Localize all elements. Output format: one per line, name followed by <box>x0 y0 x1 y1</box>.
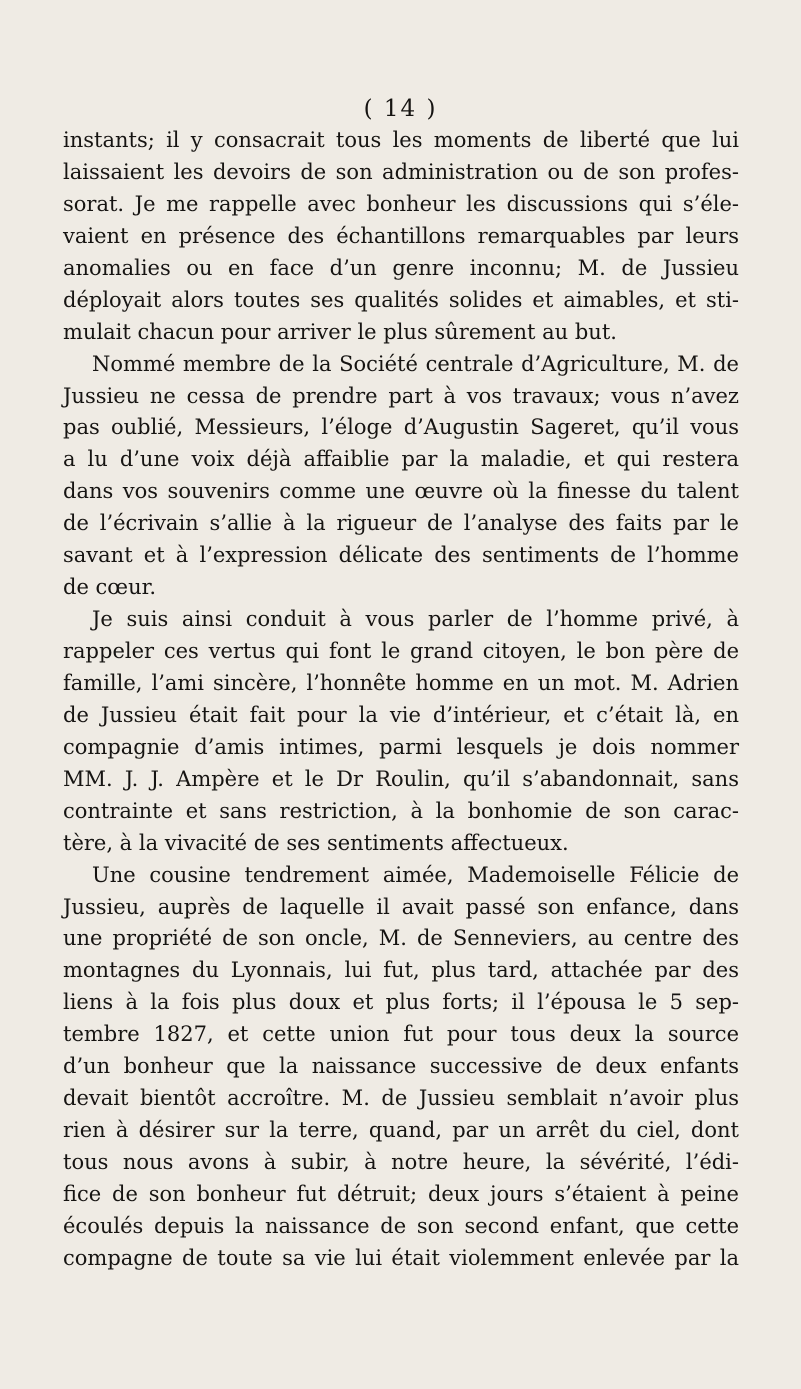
text-line: rien à désirer sur la terre, quand, par un arrêt du ciel, dont <box>63 1118 739 1143</box>
text-line: fice de son bonheur fut détruit; deux jours s’étaient à peine <box>63 1181 739 1206</box>
text-line: pas oublié, Messieurs, l’éloge d’Augustin Sageret, qu’il vous <box>63 415 739 440</box>
text-line: vaient en présence des échantillons remarquables par leurs <box>63 223 739 248</box>
text-line: contrainte et sans restriction, à la bonhomie de son carac- <box>63 798 739 823</box>
text-line: devait bientôt accroître. M. de Jussieu semblait n’avoir plus <box>63 1086 739 1111</box>
text-line: une propriété de son oncle, M. de Senneviers, au centre des <box>63 926 739 951</box>
body-text <box>63 125 739 1275</box>
text-line: de l’écrivain s’allie à la rigueur de l’analyse des faits par le <box>63 511 739 536</box>
text-line: de Jussieu était fait pour la vie d’intérieur, et c’était là, en <box>63 702 739 727</box>
text-line: écoulés depuis la naissance de son second enfant, que cette <box>63 1213 739 1238</box>
text-line: compagnie d’amis intimes, parmi lesquels je dois nommer <box>63 734 739 759</box>
text-line: tous nous avons à subir, à notre heure, la sévérité, l’édi- <box>63 1150 739 1174</box>
text-line: sorat. Je me rappelle avec bonheur les discussions qui s’éle- <box>63 191 739 216</box>
page-number: ( 14 ) <box>363 96 438 122</box>
text-line: famille, l’ami sincère, l’honnête homme en un mot. M. Adrien <box>63 670 739 695</box>
text-line: Jussieu ne cessa de prendre part à vos travaux; vous n’avez <box>63 383 739 408</box>
text-line: Jussieu, auprès de laquelle il avait passé son enfance, dans <box>63 894 739 919</box>
text-line: instants; il y consacrait tous les moments de liberté que lui <box>63 128 739 152</box>
text-line: a lu d’une voix déjà affaiblie par la maladie, et qui restera <box>63 447 739 472</box>
text-line: de cœur. <box>63 575 157 600</box>
text-line: Je suis ainsi conduit à vous parler de l’homme privé, à <box>92 607 739 632</box>
text-line: rappeler ces vertus qui font le grand citoyen, le bon père de <box>63 639 739 663</box>
text-line: montagnes du Lyonnais, lui fut, plus tard, attachée par des <box>63 958 739 983</box>
text-line: compagne de toute sa vie lui était violemment enlevée par la <box>63 1245 739 1270</box>
text-line: laissaient les devoirs de son administration ou de son profes- <box>63 159 739 184</box>
text-line: liens à la fois plus doux et plus forts; il l’épousa le 5 sep- <box>63 990 739 1015</box>
text-line: anomalies ou en face d’un genre inconnu; M. de Jussieu <box>63 255 739 280</box>
text-line: savant et à l’expression délicate des sentiments de l’homme <box>63 543 739 568</box>
text-line: tembre 1827, et cette union fut pour tous deux la source <box>63 1022 739 1047</box>
text-line: d’un bonheur que la naissance successive de deux enfants <box>63 1054 739 1079</box>
text-line: dans vos souvenirs comme une œuvre où la finesse du talent <box>63 479 739 504</box>
text-line: tère, à la vivacité de ses sentiments affectueux. <box>63 830 569 855</box>
text-line: Nommé membre de la Société centrale d’Agriculture, M. de <box>92 351 739 376</box>
text-line: mulait chacun pour arriver le plus sûrement au but. <box>63 319 617 344</box>
text-line: MM. J. J. Ampère et le Dr Roulin, qu’il s’abandonnait, sans <box>63 766 739 791</box>
text-line: déployait alors toutes ses qualités solides et aimables, et sti- <box>63 287 739 312</box>
text-line: Une cousine tendrement aimée, Mademoiselle Félicie de <box>92 862 739 887</box>
